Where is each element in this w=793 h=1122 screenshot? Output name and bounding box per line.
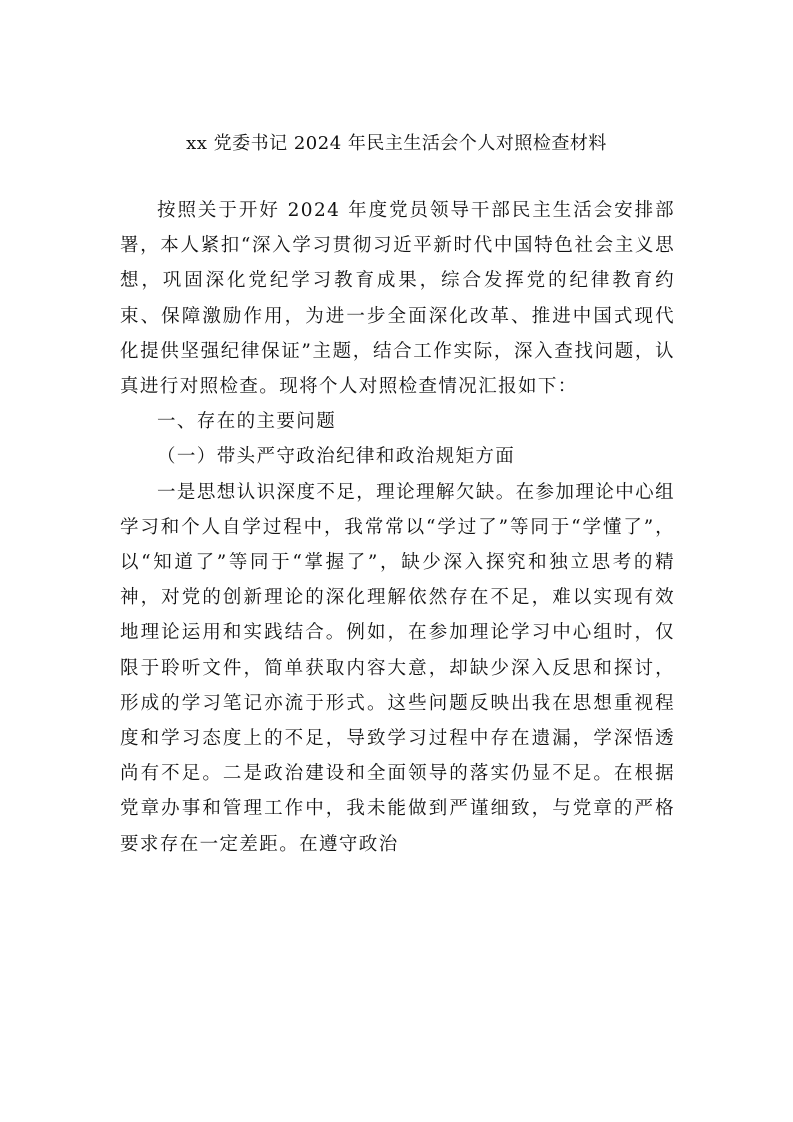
document-body: [120, 193, 675, 862]
intro-paragraph: 按照关于开好 2024 年度党员领导干部民主生活会安排部署，本人紧扣“深入学习贯彻习近平新时代中国特色社会主义思想，巩固深化党纪学习教育成果，综合发挥党的纪律教育约束、保障激励作用，为进一步全面深化改革、推进中国式现代化提供坚强纪律保证”主题，结合工作实际，深入查找问题，认真进行对照检查。现将个人对照检查情况汇报如下：: [120, 200, 675, 398]
body-paragraph: 一是思想认识深度不足，理论理解欠缺。在参加理论中心组学习和个人自学过程中，我常常以“学过了”等同于“学懂了”，以“知道了”等同于“掌握了”，缺少深入探究和独立思考的精神，对党的创新理论的深化理解依然存在不足，难以实现有效地理论运用和实践结合。例如，在参加理论学习中心组时，仅限于聆听文件，简单获取内容大意，却缺少深入反思和探讨，形成的学习笔记亦流于形式。这些问题反映出我在思想重视程度和学习态度上的不足，导致学习过程中存在遗漏，学深悟透尚有不足。二是政治建设和全面领导的落实仍显不足。在根据党章办事和管理工作中，我未能做到严谨细致，与党章的严格要求存在一定差距。在遵守政治: [120, 481, 675, 855]
document-title: xx 党委书记 2024 年民主生活会个人对照检查材料: [186, 133, 607, 154]
section-heading: 一、存在的主要问题: [157, 411, 337, 433]
subsection-heading: （一）带头严守政治纪律和政治规矩方面: [157, 446, 516, 468]
